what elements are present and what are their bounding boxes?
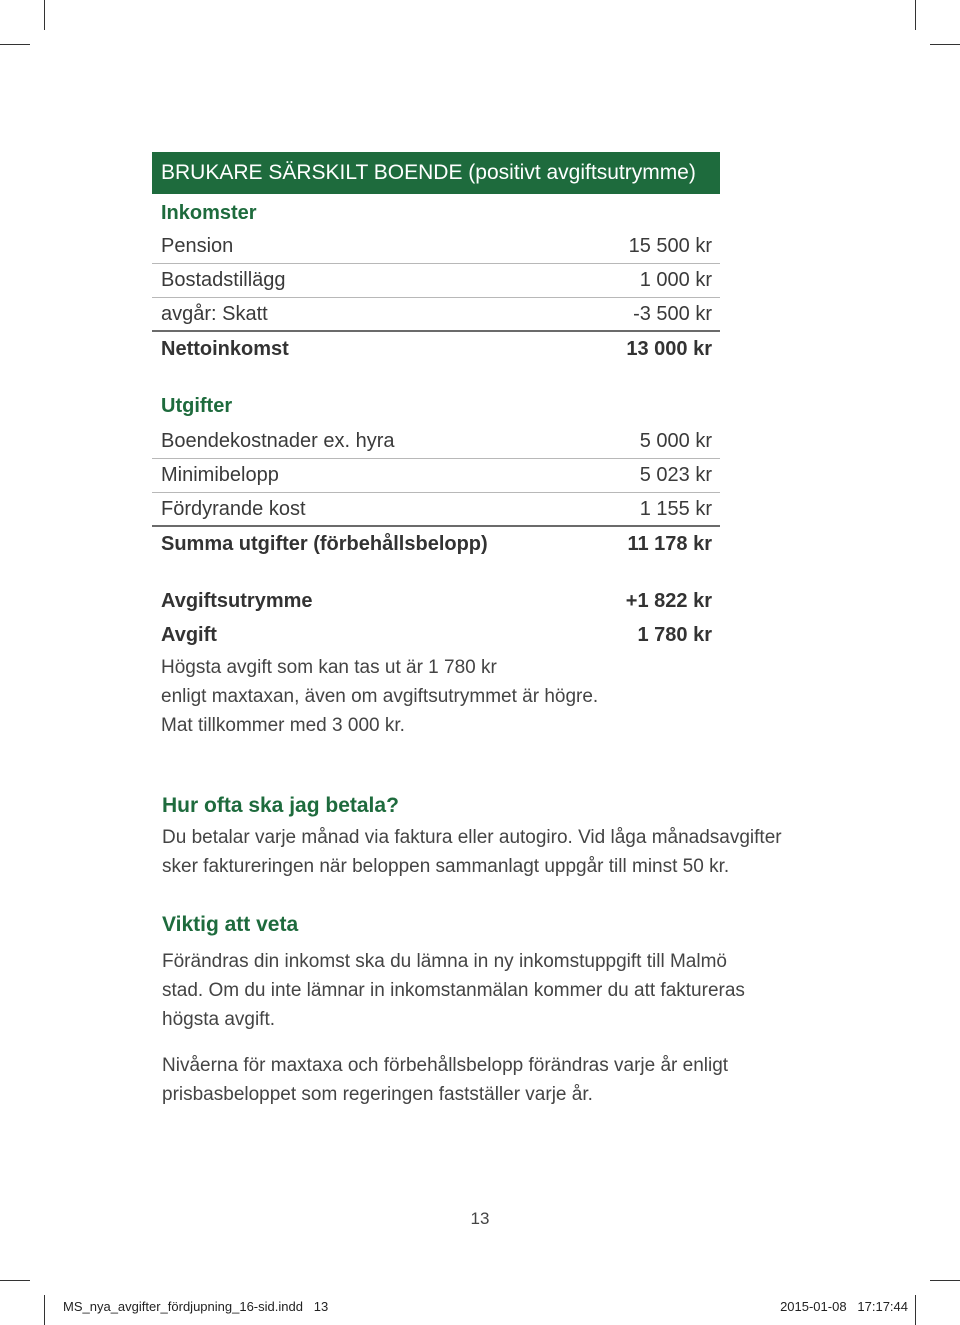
row-label: Pension xyxy=(161,235,234,257)
expense-row xyxy=(152,493,720,527)
crop-mark-bottom-left-h xyxy=(0,1280,30,1281)
crop-mark-top-right-h xyxy=(930,44,960,45)
row-label: Bostadstillägg xyxy=(161,269,286,291)
income-row xyxy=(152,264,720,298)
row-amount: 11 178 kr xyxy=(627,532,712,555)
important-heading: Viktig att veta xyxy=(162,913,299,936)
row-label: Minimibelopp xyxy=(161,464,279,486)
text-line: Nivåerna för maxtaxa och förbehållsbelopp förändras varje år enligt xyxy=(162,1055,729,1076)
page-content xyxy=(152,152,792,1109)
row-label: Boendekostnader ex. hyra xyxy=(161,430,395,452)
income-row xyxy=(152,230,720,264)
expenses-total-row xyxy=(152,527,720,561)
text-line: högsta avgift. xyxy=(162,1009,276,1030)
row-label: Avgift xyxy=(161,623,217,646)
income-total-row xyxy=(152,332,720,366)
slug-timestamp: 2015-01-08 17:17:44 xyxy=(780,1299,908,1314)
note-line: Mat tillkommer med 3 000 kr. xyxy=(161,715,405,736)
slug-filename: MS_nya_avgifter_fördjupning_16-sid.indd 13 xyxy=(63,1299,329,1314)
text-line: prisbasbeloppet som regeringen fastställer varje år. xyxy=(162,1084,593,1105)
crop-mark-bottom-right-v xyxy=(915,1295,916,1325)
note-line: Högsta avgift som kan tas ut är 1 780 kr xyxy=(161,657,497,678)
text-line: Förändras din inkomst ska du lämna in ny inkomstuppgift till Malmö xyxy=(162,951,727,972)
row-amount: 15 500 kr xyxy=(628,235,712,257)
row-amount: +1 822 kr xyxy=(625,589,712,612)
row-amount: 1 780 kr xyxy=(637,623,712,646)
row-label: Avgiftsutrymme xyxy=(161,589,313,612)
note-line: enligt maxtaxan, även om avgiftsutrymmet är högre. xyxy=(161,686,599,707)
row-label: Nettoinkomst xyxy=(161,337,289,360)
row-label: Fördyrande kost xyxy=(161,497,306,520)
expense-row xyxy=(152,425,720,459)
row-label: avgår: Skatt xyxy=(161,302,268,325)
crop-mark-top-right-v xyxy=(915,0,916,30)
row-amount: -3 500 kr xyxy=(633,302,712,325)
row-amount: 13 000 kr xyxy=(626,337,712,360)
table-header: BRUKARE SÄRSKILT BOENDE (positivt avgiftsutrymme) xyxy=(152,152,720,194)
expense-row xyxy=(152,459,720,493)
income-section-title: Inkomster xyxy=(161,202,257,224)
payment-text xyxy=(152,823,792,881)
row-amount: 5 000 kr xyxy=(639,430,712,452)
crop-mark-bottom-right-h xyxy=(930,1280,960,1281)
fee-note xyxy=(152,653,720,740)
fee-margin-row xyxy=(152,584,720,618)
row-label: Summa utgifter (förbehållsbelopp) xyxy=(161,532,488,555)
row-amount: 1 000 kr xyxy=(639,269,712,291)
text-line: stad. Om du inte lämnar in inkomstanmälan kommer du att faktureras xyxy=(162,980,745,1001)
income-row xyxy=(152,298,720,332)
crop-mark-top-left-h xyxy=(0,44,30,45)
crop-mark-top-left-v xyxy=(44,0,45,30)
expenses-section-title: Utgifter xyxy=(161,395,233,417)
page-number: 13 xyxy=(470,1209,490,1228)
payment-heading: Hur ofta ska jag betala? xyxy=(162,794,399,817)
text-line: sker faktureringen när beloppen sammanlagt uppgår till minst 50 kr. xyxy=(162,856,730,877)
crop-mark-bottom-left-v xyxy=(44,1295,45,1325)
text-line: Du betalar varje månad via faktura eller autogiro. Vid låga månadsavgifter xyxy=(162,827,782,848)
important-paragraph-1 xyxy=(152,947,792,1034)
row-amount: 1 155 kr xyxy=(639,497,712,520)
row-amount: 5 023 kr xyxy=(639,464,712,486)
fee-row xyxy=(152,618,720,652)
important-paragraph-2 xyxy=(152,1051,792,1109)
